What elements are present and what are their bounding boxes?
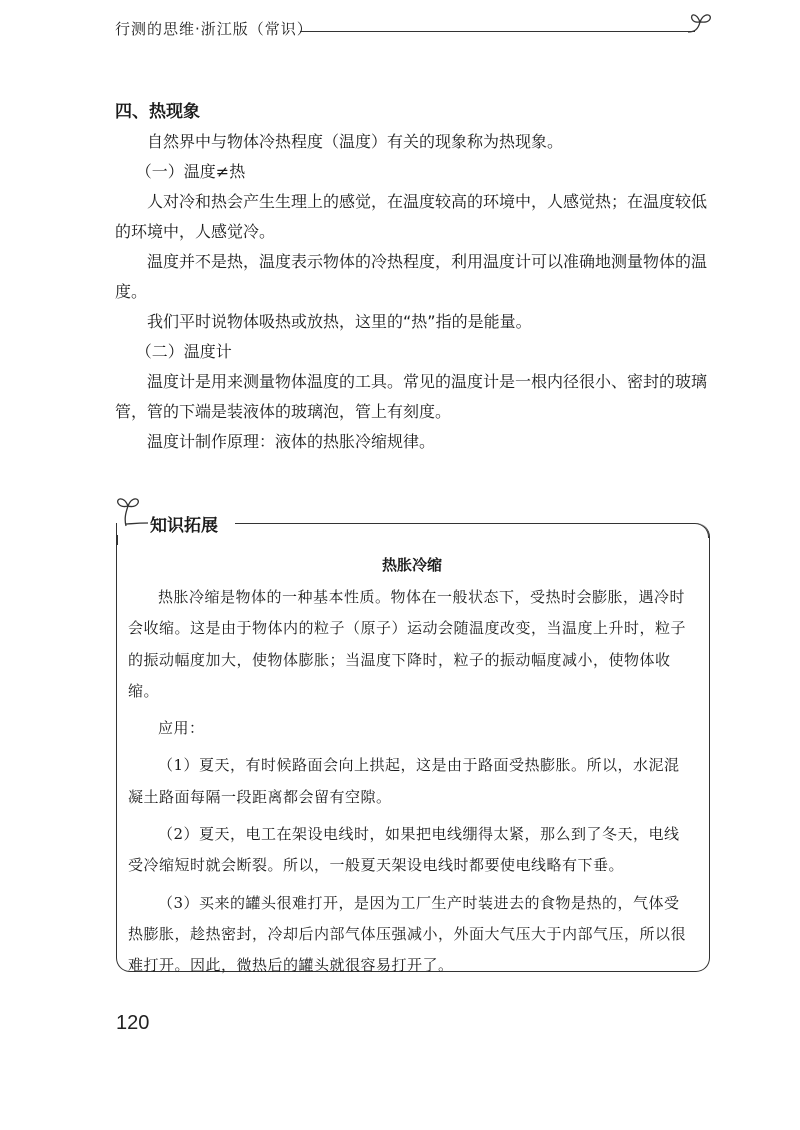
section-body (115, 127, 715, 457)
running-header-title: 行测的思维·浙江版（常识） (115, 20, 313, 38)
paragraph: 温度并不是热，温度表示物体的冷热程度，利用温度计可以准确地测量物体的温度。 (115, 252, 708, 301)
application-item: （3）买来的罐头很难打开，是因为工厂生产时装进去的食物是热的，气体受热膨胀，趁热密封，冷却后内部气体压强减小，外面大气压大于内部气压，所以很难打开。因此，微热后的罐头就很容易打开了。 (128, 893, 687, 975)
subsection-heading-thermometer: （二）温度计 (135, 342, 232, 361)
section-intro: 自然界中与物体冷热程度（温度）有关的现象称为热现象。 (147, 132, 564, 151)
sprout-icon (684, 8, 716, 36)
application-item: （2）夏天，电工在架设电线时，如果把电线绷得太紧，那么到了冬天，电线受冷缩短时就会断裂。所以，一般夏天架设电线时都要使电线略有下垂。 (128, 825, 680, 875)
section-title: 四、热现象 (115, 102, 200, 122)
page-number: 120 (116, 1012, 150, 1034)
paragraph: 温度计是用来测量物体温度的工具。常见的温度计是一根内径很小、密封的玻璃管，管的下端是装液体的玻璃泡，管上有刻度。 (115, 372, 708, 421)
knowledge-box-corner (694, 523, 709, 538)
application-item: （1）夏天，有时候路面会向上拱起，这是由于路面受热膨胀。所以，水泥混凝土路面每隔一段距离都会留有空隙。 (128, 756, 680, 806)
paragraph: 我们平时说物体吸热或放热，这里的“热”指的是能量。 (147, 312, 532, 331)
knowledge-box-title: 热胀冷缩 (381, 556, 442, 574)
knowledge-box-edge-mark (116, 535, 118, 545)
knowledge-box-label: 知识拓展 (150, 511, 226, 536)
knowledge-box-intro: 热胀冷缩是物体的一种基本性质。物体在一般状态下，受热时会膨胀，遇冷时会收缩。这是由于物体内的粒子（原子）运动会随温度改变，当温度上升时，粒子的振动幅度加大，使物体膨胀；当温度下降时，粒子的振动幅度减小，使物体收缩。 (128, 588, 687, 700)
paragraph: 人对冷和热会产生生理上的感觉，在温度较高的环境中，人感觉热；在温度较低的环境中，人感觉冷。 (115, 192, 708, 241)
sprout-icon (112, 488, 152, 528)
paragraph: 温度计制作原理：液体的热胀冷缩规律。 (147, 432, 436, 451)
applications-label: 应用： (158, 719, 205, 738)
subsection-heading-temperature: （一）温度≠热 (135, 162, 246, 181)
knowledge-box-body (128, 582, 694, 982)
header-rule (300, 31, 695, 32)
